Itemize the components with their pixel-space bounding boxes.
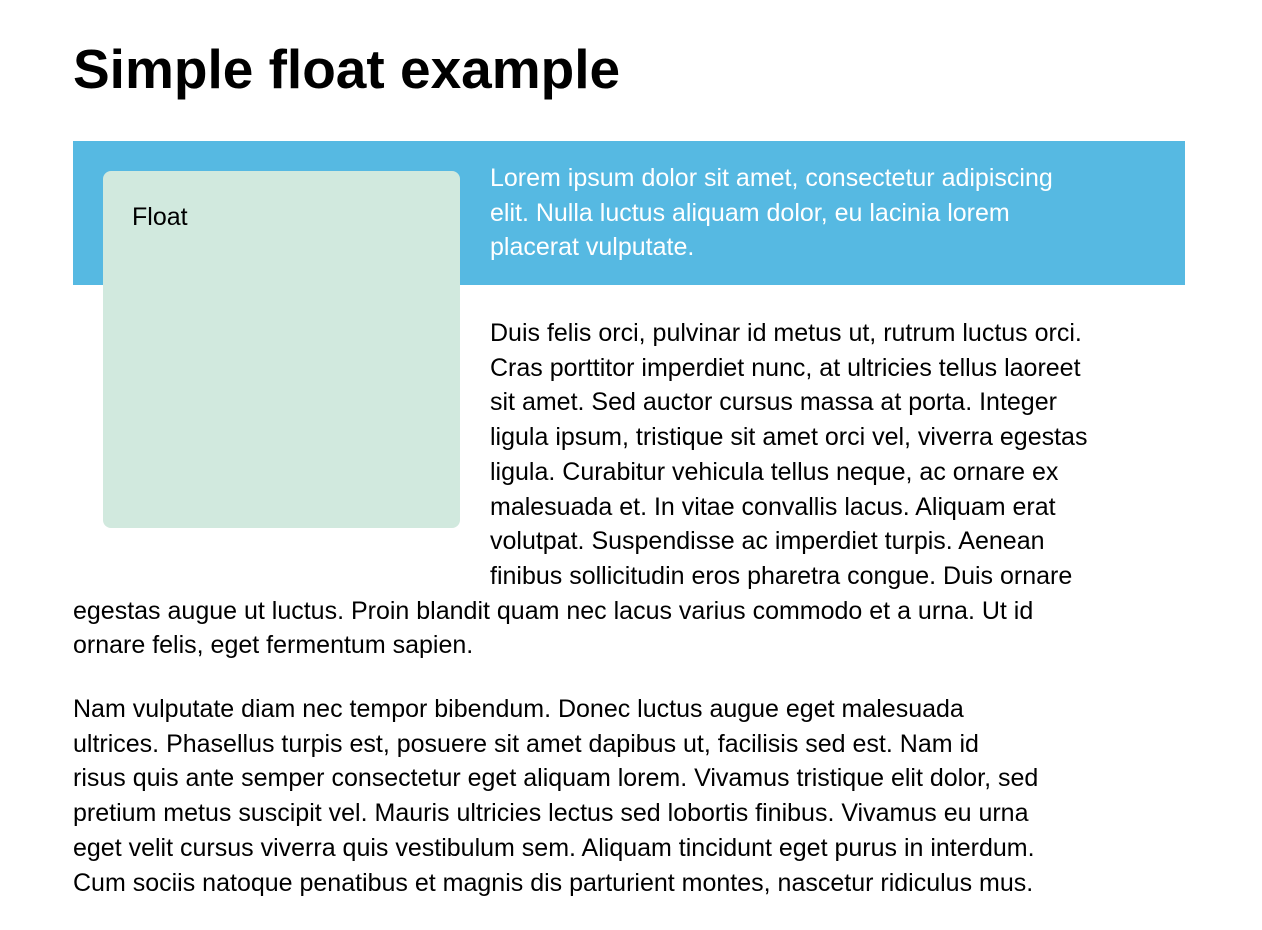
- paragraph-line: volutpat. Suspendisse ac imperdiet turpis. Aenean: [490, 527, 1045, 556]
- paragraph-line: ligula. Curabitur vehicula tellus neque, ac ornare ex: [490, 457, 1059, 486]
- paragraph-line: ligula ipsum, tristique sit amet orci vel, viverra egestas: [490, 423, 1088, 452]
- paragraph-line: Cras porttitor imperdiet nunc, at ultricies tellus laoreet: [490, 353, 1081, 382]
- paragraph-line: elit. Nulla luctus aliquam dolor, eu lacinia lorem: [490, 198, 1010, 227]
- paragraph-line: egestas augue ut luctus. Proin blandit quam nec lacus varius commodo et a urna. Ut id: [73, 596, 1034, 625]
- float-box-label: Float: [132, 203, 188, 231]
- paragraph-line: finibus sollicitudin eros pharetra congue. Duis ornare: [490, 561, 1073, 590]
- paragraph-three: [73, 692, 1185, 900]
- content-area: [73, 141, 1185, 900]
- document-body: [73, 0, 1185, 900]
- paragraph-line: Lorem ipsum dolor sit amet, consectetur adipiscing: [490, 164, 1053, 192]
- paragraph-line: pretium metus suscipit vel. Mauris ultricies lectus sed lobortis finibus. Vivamus eu urna: [73, 799, 1029, 828]
- paragraph-line: Cum sociis natoque penatibus et magnis dis parturient montes, nascetur ridiculus mus.: [73, 868, 1034, 897]
- paragraph-line: Nam vulputate diam nec tempor bibendum. Donec luctus augue eget malesuada: [73, 695, 964, 724]
- paragraph-line: ultrices. Phasellus turpis est, posuere sit amet dapibus ut, facilisis sed est. Nam id: [73, 729, 979, 758]
- paragraph-line: malesuada et. In vitae convallis lacus. Aliquam erat: [490, 492, 1056, 521]
- page-title: Simple float example: [73, 38, 621, 100]
- paragraph-line: placerat vulputate.: [490, 233, 695, 262]
- paragraph-line: ornare felis, eget fermentum sapien.: [73, 631, 474, 660]
- paragraph-line: sit amet. Sed auctor cursus massa at porta. Integer: [490, 388, 1057, 417]
- paragraph-line: Duis felis orci, pulvinar id metus ut, rutrum luctus orci.: [490, 319, 1082, 347]
- paragraph-line: eget velit cursus viverra quis vestibulum sem. Aliquam tincidunt eget purus in interdum.: [73, 833, 1035, 862]
- paragraph-line: risus quis ante semper consectetur eget aliquam lorem. Vivamus tristique elit dolor, sed: [73, 764, 1039, 793]
- float-box: [103, 171, 460, 528]
